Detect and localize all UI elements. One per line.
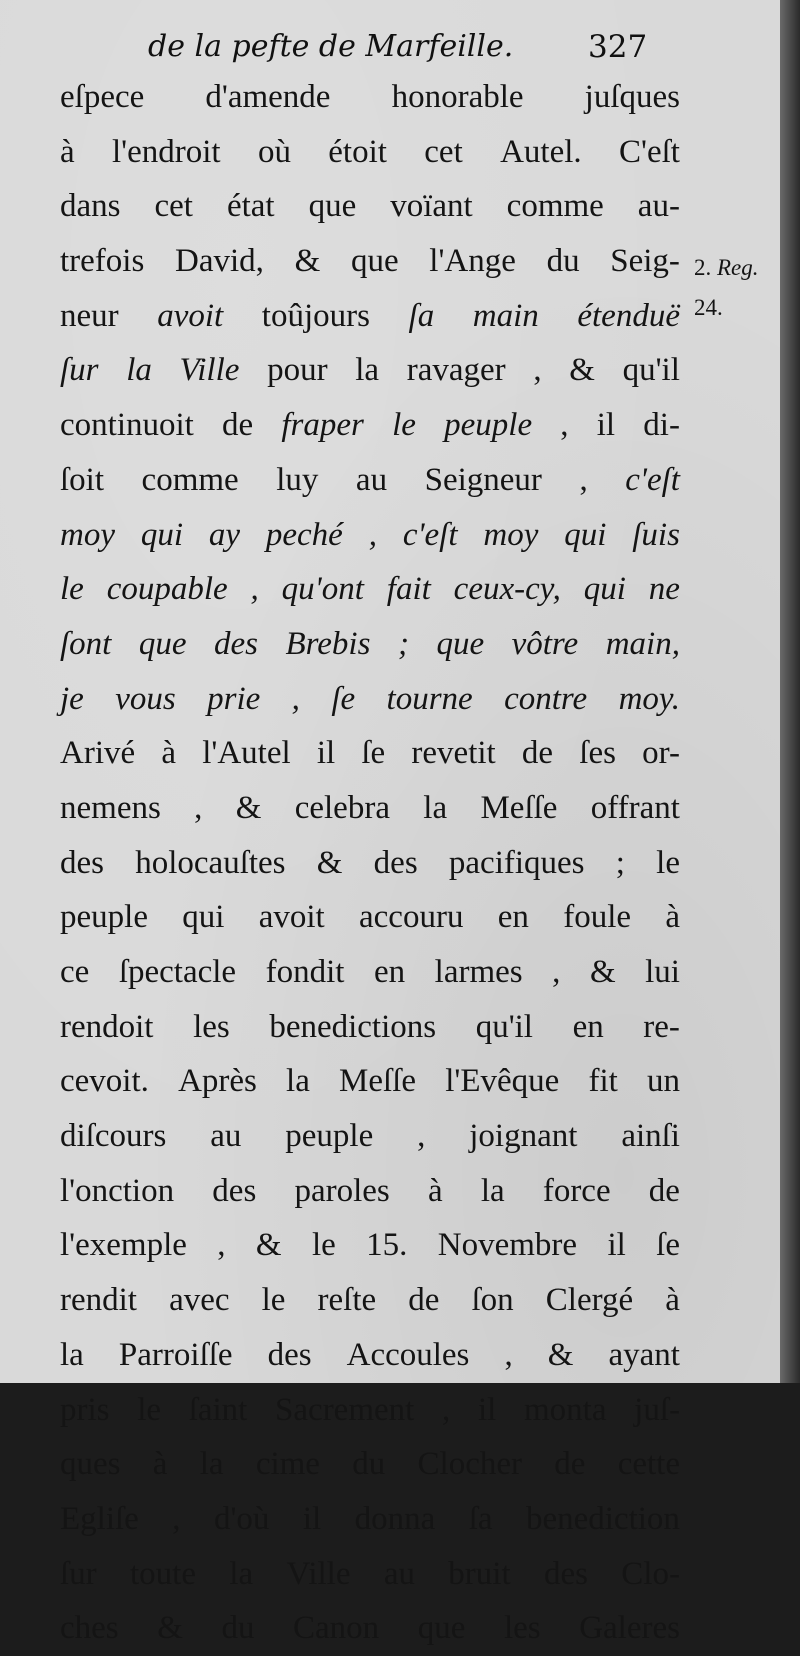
word: , [579,461,588,498]
word: & [547,1336,574,1373]
word: je [60,680,84,717]
text-line [60,398,680,453]
word: contre [504,680,588,717]
word: ſoit [60,461,105,498]
word: main, [605,625,680,662]
word: Galeres [579,1610,680,1647]
word: au- [637,188,680,225]
word: celebra [294,789,390,826]
body-text [60,70,680,1656]
word: C'eſt [619,133,680,170]
word: Parroiſſe [118,1336,233,1373]
word: Brebis [285,625,371,662]
word: Arivé [60,735,136,772]
word: Clo- [621,1555,680,1592]
word: or- [642,735,680,772]
word: les [193,1008,230,1045]
word: le [60,571,84,608]
word: neur [60,297,119,334]
word: & [294,243,321,280]
word: la [355,352,380,389]
word: au [210,1118,242,1155]
text-line [60,1383,680,1438]
word: au [383,1555,415,1592]
word: ne [648,571,680,608]
word: , [552,954,561,990]
word: ſaint [188,1391,248,1428]
word: fraper [281,407,364,444]
word: ſpectacle [118,954,237,990]
word: la [60,1336,84,1373]
word: des [267,1336,312,1373]
word: ſont [60,625,112,662]
word: qui [140,516,184,553]
text-line [60,1328,680,1383]
text-line [60,125,680,180]
word: cime [255,1446,320,1483]
word: cet [154,188,193,225]
word: voïant [390,188,473,225]
word: , [442,1391,451,1428]
text-line [60,945,680,1000]
text-line [60,1054,680,1109]
text-line [60,562,680,617]
text-line [60,726,680,781]
word: peuple [285,1118,374,1155]
text-line [60,289,680,344]
margin-note-chapter: 24. [694,295,723,320]
word: ; [615,844,625,881]
text-line [60,617,680,672]
word: paroles [294,1172,390,1209]
word: c'eſt [402,516,458,553]
word: Seigneur [424,461,542,498]
word: que [308,188,357,225]
page-edge-shadow [780,0,800,1383]
word: Clocher [417,1446,522,1483]
word: prie [207,680,261,717]
text-line [60,1547,680,1602]
word: 15. [366,1227,408,1264]
word: des [373,844,418,881]
margin-note-ref-line [694,248,778,288]
word: ſuis [632,516,680,553]
word: des [543,1555,588,1592]
word: benedictions [269,1008,437,1045]
word: que [138,625,187,662]
word: monta [523,1391,607,1428]
word: juſ- [634,1391,680,1428]
word: pour [267,352,328,389]
word: Clergé [545,1282,634,1319]
word: la [126,352,152,389]
word: main [472,297,539,334]
word: étoit [328,133,387,170]
text-line [60,453,680,508]
word: nemens [60,789,161,826]
word: ques [60,1446,121,1483]
word: l'Ange [429,243,516,280]
word: qui [564,516,607,553]
word: c'eſt [625,461,680,498]
word: , [417,1118,426,1155]
word: reſte [317,1282,377,1319]
word: il [477,1391,497,1428]
word: où [257,133,291,170]
word: de [408,1282,440,1319]
word: à [665,899,680,936]
word: à [427,1172,443,1209]
text-line [60,234,680,289]
word: continuoit [60,407,194,444]
text-line [60,836,680,891]
word: pacifiques [448,844,585,881]
text-line [60,1000,680,1055]
word: tourne [386,680,473,717]
word: il [302,1500,322,1537]
word: le [656,844,680,881]
word: Canon [293,1610,380,1647]
word: force [542,1172,611,1209]
word: en [572,1008,604,1045]
word: cevoit. [60,1063,149,1100]
word: Autel. [500,133,582,170]
word: & [569,352,595,389]
word: vôtre [511,625,579,662]
word: l'endroit [112,133,221,170]
word: & [157,1610,183,1647]
word: cet [424,133,463,170]
word: peuple [60,899,148,936]
word: fait [386,571,431,608]
word: Meſſe [339,1063,417,1100]
text-line [60,1218,680,1273]
word: Egliſe [60,1500,139,1537]
text-line [60,1492,680,1547]
word: ; [397,625,409,662]
word: ceux-cy, [453,571,561,608]
word: d'amende [205,79,331,115]
word: les [503,1610,541,1647]
text-line [60,890,680,945]
word: & [255,1227,282,1264]
word: accouru [359,899,464,936]
word: trefois [60,243,145,280]
word: qui [182,899,225,936]
word: ſur [60,1555,97,1592]
word: ches [60,1610,119,1647]
word: rendit [60,1282,137,1319]
word: & [589,954,616,990]
word: à [152,1446,168,1483]
word: foule [563,899,632,936]
word: ſe [361,735,386,772]
word: benediction [525,1500,680,1537]
word: coupable [106,571,228,608]
word: l'onction [60,1172,175,1209]
word: des [214,625,258,662]
word: , [194,789,203,826]
word: peché [265,516,343,553]
word: , [250,571,259,608]
word: , [560,407,569,444]
word: larmes [434,954,523,990]
word: re- [643,1008,680,1045]
text-line [60,1273,680,1328]
word: comme [141,461,239,498]
word: le [311,1227,336,1264]
word: moy [60,516,115,553]
word: toute [130,1555,196,1592]
word: le [392,407,416,444]
word: ay [208,516,241,553]
word: il [607,1227,626,1264]
word: Ville [179,352,240,389]
word: la [286,1063,310,1100]
word: , [504,1336,513,1373]
word: rendoit [60,1008,154,1045]
text-line [60,179,680,234]
word: bruit [448,1555,511,1592]
word: de [521,735,554,772]
word: ce [60,954,90,990]
text-line [60,672,680,727]
word: eſpece [60,79,145,115]
word: la [480,1172,505,1209]
word: toûjours [261,297,370,334]
word: moy [483,516,539,553]
text-line [60,781,680,836]
word: & [235,789,262,826]
word: peuple [444,407,533,444]
word: ſes [579,735,616,772]
word: en [497,899,529,936]
word: Meſſe [480,789,558,826]
text-line [60,1437,680,1492]
word: du [221,1610,255,1647]
word: Ville [286,1555,351,1592]
word: lui [645,954,680,990]
word: le [137,1391,162,1428]
margin-note-book: 2. [694,255,712,280]
word: revetit [411,735,496,772]
word: ſa [408,297,435,334]
word: état [226,188,275,225]
word: étenduë [577,297,680,334]
word: holocauſtes [135,844,286,881]
word: ravager [406,352,506,389]
text-line [60,343,680,398]
page-number: 327 [588,29,648,65]
word: ſon [471,1282,514,1319]
word: des [60,844,104,881]
running-head: de la pefte de Marfeille. [148,29,514,64]
word: cette [617,1446,680,1483]
word: , [368,516,377,553]
word: que [436,625,485,662]
word: juſques [584,79,680,115]
word: d'où [213,1500,270,1537]
word: qu'il [622,352,680,389]
word: comme [506,188,604,225]
word: ſe [656,1227,680,1264]
word: qui [583,571,626,608]
word: il [596,407,616,444]
word: joignant [469,1118,578,1155]
word: à [665,1282,680,1319]
word: la [229,1555,254,1592]
word: Novembre [437,1227,578,1264]
word: ſe [331,680,356,717]
word: de [648,1172,680,1209]
word: ayant [608,1336,680,1373]
word: du [352,1446,386,1483]
word: il [316,735,336,772]
word: qu'ont [281,571,364,608]
word: vous [115,680,176,717]
text-line [60,1601,680,1656]
word: Sacrement [275,1391,415,1428]
word: la [423,789,448,826]
word: Seig- [610,243,680,280]
word: David, [175,243,264,280]
word: des [212,1172,257,1209]
word: luy [276,461,319,498]
word: le [261,1282,286,1319]
word: l'Evêque [445,1063,560,1100]
word: à [60,133,75,170]
word: fondit [265,954,345,990]
word: de [554,1446,586,1483]
word: l'exemple [60,1227,187,1264]
word: avec [169,1282,230,1319]
word: dans [60,188,121,225]
word: di- [643,407,680,444]
word: Accoules [346,1336,470,1373]
word: diſcours [60,1118,167,1155]
word: , [291,680,300,717]
word: l'Autel [202,735,291,772]
word: de [222,407,254,444]
word: du [546,243,580,280]
word: ainſi [621,1118,680,1155]
text-line [60,508,680,563]
word: en [373,954,406,990]
word: à [161,735,176,772]
word: donna [354,1500,436,1537]
word: moy. [618,680,680,717]
word: ſur [60,352,99,389]
text-line [60,70,680,125]
margin-note-ref: Reg. [717,255,759,280]
word: qu'il [475,1008,533,1045]
word: , [217,1227,226,1264]
word: que [417,1610,466,1647]
word: pris [60,1391,110,1428]
word: , [172,1500,181,1537]
word: avoit [258,899,325,936]
word: & [316,844,343,881]
word: un [646,1063,680,1100]
word: au [355,461,388,498]
word: honorable [391,79,524,115]
word: Après [178,1063,257,1100]
word: avoit [157,297,224,334]
word: que [350,243,399,280]
word: ſa [468,1500,493,1537]
margin-note [694,248,778,328]
word: , [533,352,542,389]
word: fit [588,1063,618,1100]
word: la [199,1446,224,1483]
text-line [60,1164,680,1219]
word: offrant [590,789,680,826]
text-line [60,1109,680,1164]
